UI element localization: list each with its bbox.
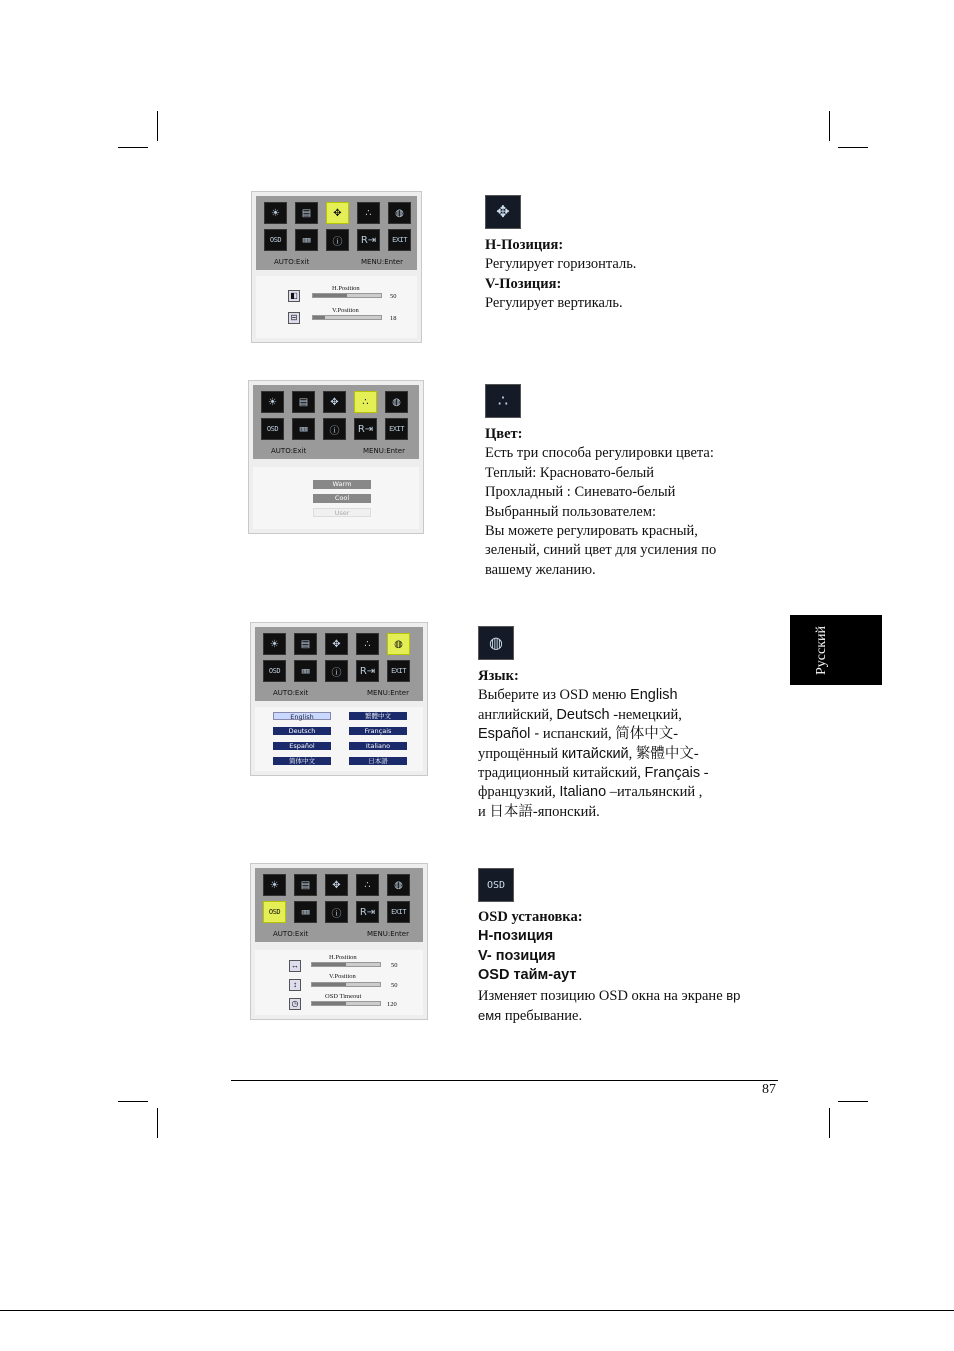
exit-icon: EXIT: [388, 229, 411, 251]
info-icon: ⓘ: [325, 901, 348, 923]
crop-mark: [157, 1108, 158, 1138]
language-line: [478, 686, 778, 705]
side-tab-label: Русский: [814, 626, 829, 675]
osd-setup-title: OSD установка:: [478, 909, 583, 925]
text: традиционный китайский,: [478, 765, 645, 782]
osd-main-menu: [255, 868, 423, 942]
osd-setup-line: [478, 986, 778, 1006]
text: 简体中文-: [615, 726, 679, 743]
text: -немецкий,: [609, 706, 682, 723]
osd-main-menu: [255, 627, 423, 701]
position-icon: ✥: [325, 633, 348, 655]
v-position-label: V.Position: [332, 307, 359, 314]
auto-exit-label: AUTO:Exit: [273, 689, 309, 697]
color-title: Цвет:: [485, 426, 523, 442]
language-icon: ◍: [387, 874, 410, 896]
v-position-title: V-Позиция:: [485, 275, 562, 292]
exit-icon: EXIT: [387, 901, 410, 923]
text: китайский: [561, 745, 629, 762]
color-description: [485, 425, 785, 580]
color-line: вашему желанию.: [485, 561, 596, 578]
h-position-label: H.Position: [332, 285, 360, 292]
auto-exit-label: AUTO:Exit: [271, 447, 307, 455]
crop-mark: [838, 1101, 868, 1102]
osd-setup-item: H-позиция: [478, 928, 554, 945]
text: Выберите из OSD меню: [478, 687, 631, 704]
text: Italiano: [559, 784, 607, 801]
color-icon: ∴: [357, 202, 380, 224]
info-icon: ⓘ: [325, 660, 348, 682]
text: Español -: [478, 726, 540, 743]
color-line: Прохладный : Синевато-белый: [485, 484, 676, 501]
text: пребывание.: [501, 1008, 583, 1025]
color-line: Выбранный пользователем:: [485, 503, 657, 520]
color-icon: ∴: [354, 391, 377, 413]
osd-main-menu: [253, 385, 419, 459]
h-position-value: 50: [390, 293, 397, 300]
text: и: [478, 803, 490, 820]
contrast-icon: ▤: [292, 391, 315, 413]
auto-icon: ▥▥: [292, 418, 315, 440]
crop-mark: [838, 147, 868, 148]
color-icon: ∴: [485, 384, 521, 418]
info-icon: ⓘ: [326, 229, 349, 251]
text: English: [630, 687, 678, 704]
reset-icon: R⇥: [356, 660, 379, 682]
text: испанский,: [539, 726, 616, 743]
osd-h-position-icon: ↔: [291, 961, 299, 970]
color-cool-option: Cool: [313, 494, 371, 503]
osd-v-position-slider: [311, 982, 381, 987]
v-position-slider: [312, 315, 382, 320]
osd-v-position-label: V.Position: [329, 973, 356, 980]
language-option: 日本語: [349, 757, 407, 765]
language-option: 简体中文: [273, 757, 331, 765]
auto-exit-label: AUTO:Exit: [274, 258, 310, 266]
reset-icon: R⇥: [357, 229, 380, 251]
language-option: 繁體中文: [349, 712, 407, 720]
language-title: Язык:: [478, 668, 519, 684]
language-icon: ◍: [478, 626, 514, 660]
h-position-title: H-Позиция:: [485, 237, 564, 253]
color-user-option: User: [313, 508, 371, 517]
text: вр: [726, 987, 741, 1003]
language-option: Italiano: [349, 742, 407, 750]
position-icon: ✥: [323, 391, 346, 413]
brightness-icon: ☀: [263, 874, 286, 896]
osd-setup-item: V- позиция: [478, 947, 556, 964]
osd-v-position-value: 50: [391, 982, 398, 989]
menu-enter-label: MENU:Enter: [367, 689, 409, 697]
contrast-icon: ▤: [294, 874, 317, 896]
language-icon: ◍: [387, 633, 410, 655]
text: Deutsch: [556, 706, 610, 723]
text: Изменяет позицию OSD окна на экране: [478, 987, 727, 1004]
text: Français: [644, 765, 701, 782]
auto-icon: ▥▥: [294, 901, 317, 923]
position-icon: ✥: [325, 874, 348, 896]
color-line: зеленый, синий цвет для усиления по: [485, 542, 717, 559]
osd-timeout-slider: [311, 1001, 381, 1006]
exit-icon: EXIT: [385, 418, 408, 440]
osd-submenu: [255, 707, 423, 771]
bottom-rule: [0, 1310, 954, 1311]
language-option: Español: [273, 742, 331, 750]
brightness-icon: ☀: [263, 633, 286, 655]
h-position-icon: ◧: [288, 290, 300, 302]
text: французкий,: [478, 784, 560, 801]
osd-h-position-slider: [311, 962, 381, 967]
language-line: [478, 764, 778, 783]
reset-icon: R⇥: [356, 901, 379, 923]
v-position-value: 18: [390, 315, 397, 322]
exit-icon: EXIT: [387, 660, 410, 682]
color-line: Вы можете регулировать красный,: [485, 523, 698, 540]
footer-rule: [231, 1080, 778, 1081]
color-line: Теплый: Красновато-белый: [485, 464, 654, 481]
auto-exit-label: AUTO:Exit: [273, 930, 309, 938]
menu-enter-label: MENU:Enter: [367, 930, 409, 938]
v-position-icon: ⊟: [288, 312, 300, 324]
crop-mark: [829, 1108, 830, 1138]
osd-setup-item: OSD тайм-аут: [478, 967, 577, 984]
position-icon: ✥: [485, 195, 521, 229]
position-icon: ✥: [326, 202, 349, 224]
page-number: 87: [762, 1082, 776, 1097]
osd-submenu: [253, 467, 419, 529]
color-line: Есть три способа регулировки цвета:: [485, 445, 714, 462]
osd-h-position-value: 50: [391, 962, 398, 969]
osd-screenshot-language: [250, 622, 428, 776]
osd-screenshot-color: [248, 380, 424, 534]
osd-icon: OSD: [263, 901, 286, 923]
osd-icon: OSD: [478, 868, 514, 902]
info-icon: ⓘ: [323, 418, 346, 440]
text: английский,: [478, 706, 557, 723]
color-icon: ∴: [356, 633, 379, 655]
osd-timeout-label: OSD Timeout: [325, 993, 362, 1000]
language-line: [478, 745, 778, 764]
crop-mark: [157, 111, 158, 141]
text: емя: [478, 1008, 502, 1024]
crop-mark: [118, 147, 148, 148]
reset-icon: R⇥: [354, 418, 377, 440]
v-position-desc: Регулирует вертикаль.: [485, 295, 623, 312]
h-position-desc: Регулирует горизонталь.: [485, 256, 637, 273]
osd-screenshot-position: [251, 191, 422, 343]
text: упрощённый: [478, 745, 562, 762]
brightness-icon: ☀: [264, 202, 287, 224]
osd-setup-description: [478, 908, 778, 1026]
osd-icon: OSD: [264, 229, 287, 251]
menu-enter-label: MENU:Enter: [361, 258, 403, 266]
position-description: [485, 236, 785, 314]
crop-mark: [118, 1101, 148, 1102]
side-language-tab: [790, 615, 882, 685]
osd-screenshot-osd-setup: [250, 863, 428, 1020]
color-warm-option: Warm: [313, 480, 371, 489]
text: –итальянский ,: [606, 784, 703, 801]
auto-icon: ▥▥: [295, 229, 318, 251]
osd-icon: OSD: [261, 418, 284, 440]
text: 日本語: [489, 803, 533, 820]
language-icon: ◍: [385, 391, 408, 413]
crop-mark: [829, 111, 830, 141]
contrast-icon: ▤: [295, 202, 318, 224]
osd-submenu: [256, 276, 417, 338]
language-option: English: [273, 712, 331, 720]
contrast-icon: ▤: [294, 633, 317, 655]
language-icon: ◍: [388, 202, 411, 224]
osd-submenu: [255, 950, 423, 1015]
h-position-slider: [312, 293, 382, 298]
osd-timeout-value: 120: [387, 1001, 397, 1008]
osd-timeout-icon: ◷: [289, 998, 301, 1010]
osd-main-menu: [256, 196, 417, 270]
language-line: [478, 706, 778, 725]
text: , 繁體中文-: [628, 745, 699, 762]
text: -: [700, 765, 709, 782]
osd-setup-line: [478, 1006, 778, 1026]
osd-icon: OSD: [263, 660, 286, 682]
menu-enter-label: MENU:Enter: [363, 447, 405, 455]
brightness-icon: ☀: [261, 391, 284, 413]
auto-icon: ▥▥: [294, 660, 317, 682]
language-option: Deutsch: [273, 727, 331, 735]
language-line: [478, 783, 778, 802]
osd-h-position-label: H.Position: [329, 954, 357, 961]
language-line: [478, 803, 778, 822]
color-icon: ∴: [356, 874, 379, 896]
language-line: [478, 725, 778, 744]
language-option: Français: [349, 727, 407, 735]
language-description: [478, 667, 778, 822]
text: -японский.: [532, 803, 600, 820]
osd-v-position-icon: ↕: [289, 979, 301, 991]
